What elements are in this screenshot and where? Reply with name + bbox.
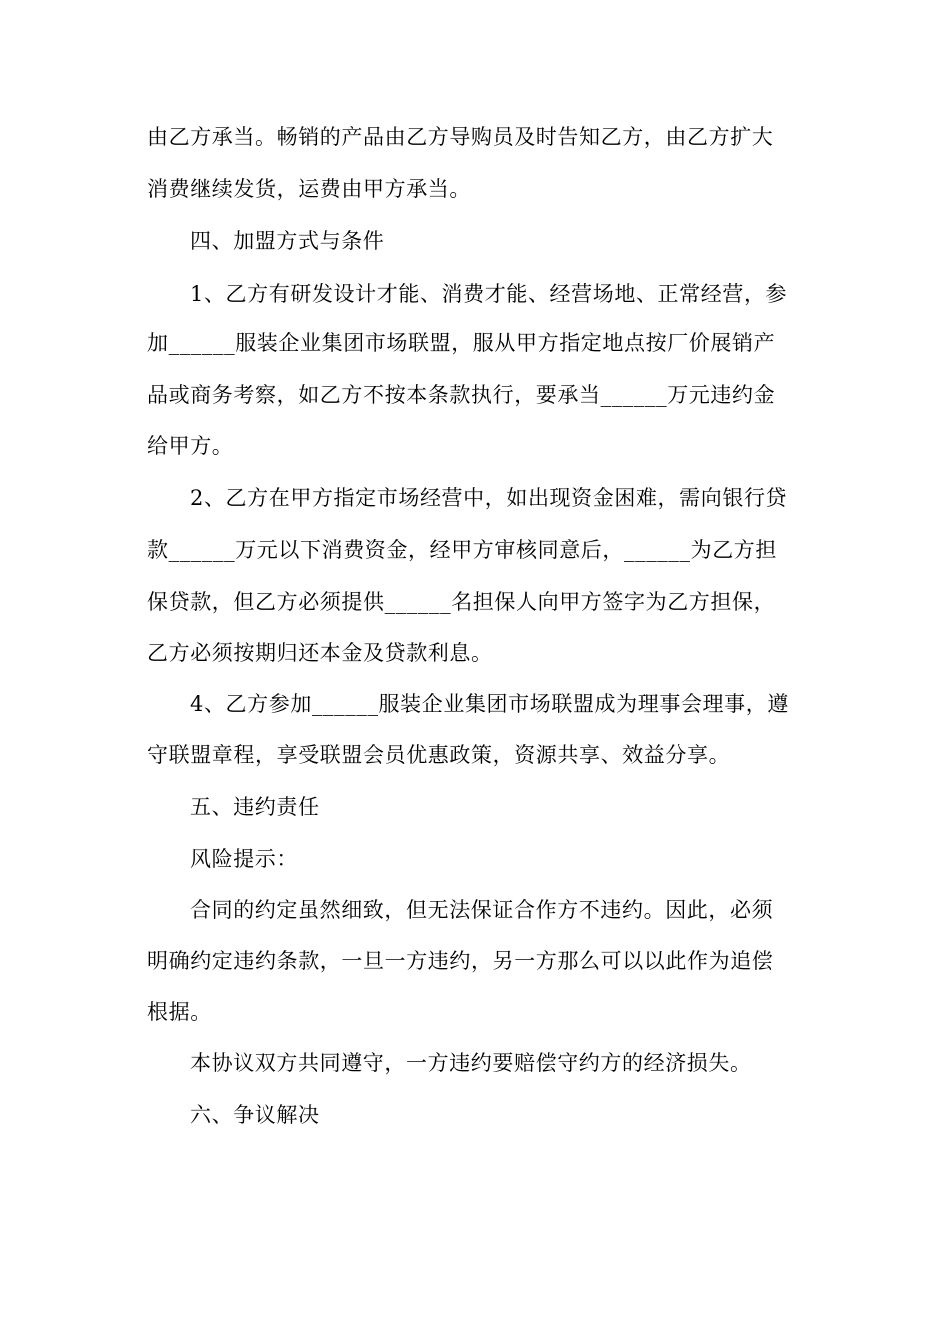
text-line: 本协议双方共同遵守，一方违约要赔偿守约方的经济损失。 bbox=[190, 1051, 752, 1075]
section-heading: 四、加盟方式与条件 bbox=[190, 229, 385, 253]
text-line: 风险提示： bbox=[190, 847, 298, 871]
text-line: 守联盟章程，享受联盟会员优惠政策，资源共享、效益分享。 bbox=[147, 743, 731, 767]
text-line: 品或商务考察，如乙方不按本条款执行，要承当______万元违约金 bbox=[147, 383, 776, 407]
text-line: 加______服装企业集团市场联盟，服从甲方指定地点按厂价展销产 bbox=[147, 331, 776, 355]
section-heading: 六、争议解决 bbox=[190, 1103, 320, 1127]
text-line: 保贷款，但乙方必须提供______名担保人向甲方签字为乙方担保， bbox=[147, 590, 776, 614]
text-line: 合同的约定虽然细致，但无法保证合作方不违约。因此，必须 bbox=[190, 898, 774, 922]
text-line: 乙方必须按期归还本金及贷款利息。 bbox=[147, 641, 493, 665]
text-line: 明确约定违约条款，一旦一方违约，另一方那么可以以此作为追偿 bbox=[147, 949, 774, 973]
text-line: 2、乙方在甲方指定市场经营中，如出现资金困难，需向银行贷 bbox=[190, 486, 788, 510]
text-line: 款______万元以下消费资金，经甲方审核同意后，______为乙方担 bbox=[147, 538, 777, 562]
section-heading: 五、违约责任 bbox=[190, 795, 320, 819]
text-line: 给甲方。 bbox=[147, 434, 234, 458]
text-line: 根据。 bbox=[147, 1000, 212, 1024]
text-line: 消费继续发货，运费由甲方承当。 bbox=[147, 177, 471, 201]
text-line: 由乙方承当。畅销的产品由乙方导购员及时告知乙方，由乙方扩大 bbox=[147, 125, 774, 149]
text-line: 4、乙方参加______服装企业集团市场联盟成为理事会理事，遵 bbox=[190, 692, 789, 716]
text-line: 1、乙方有研发设计才能、消费才能、经营场地、正常经营，参 bbox=[190, 282, 788, 306]
